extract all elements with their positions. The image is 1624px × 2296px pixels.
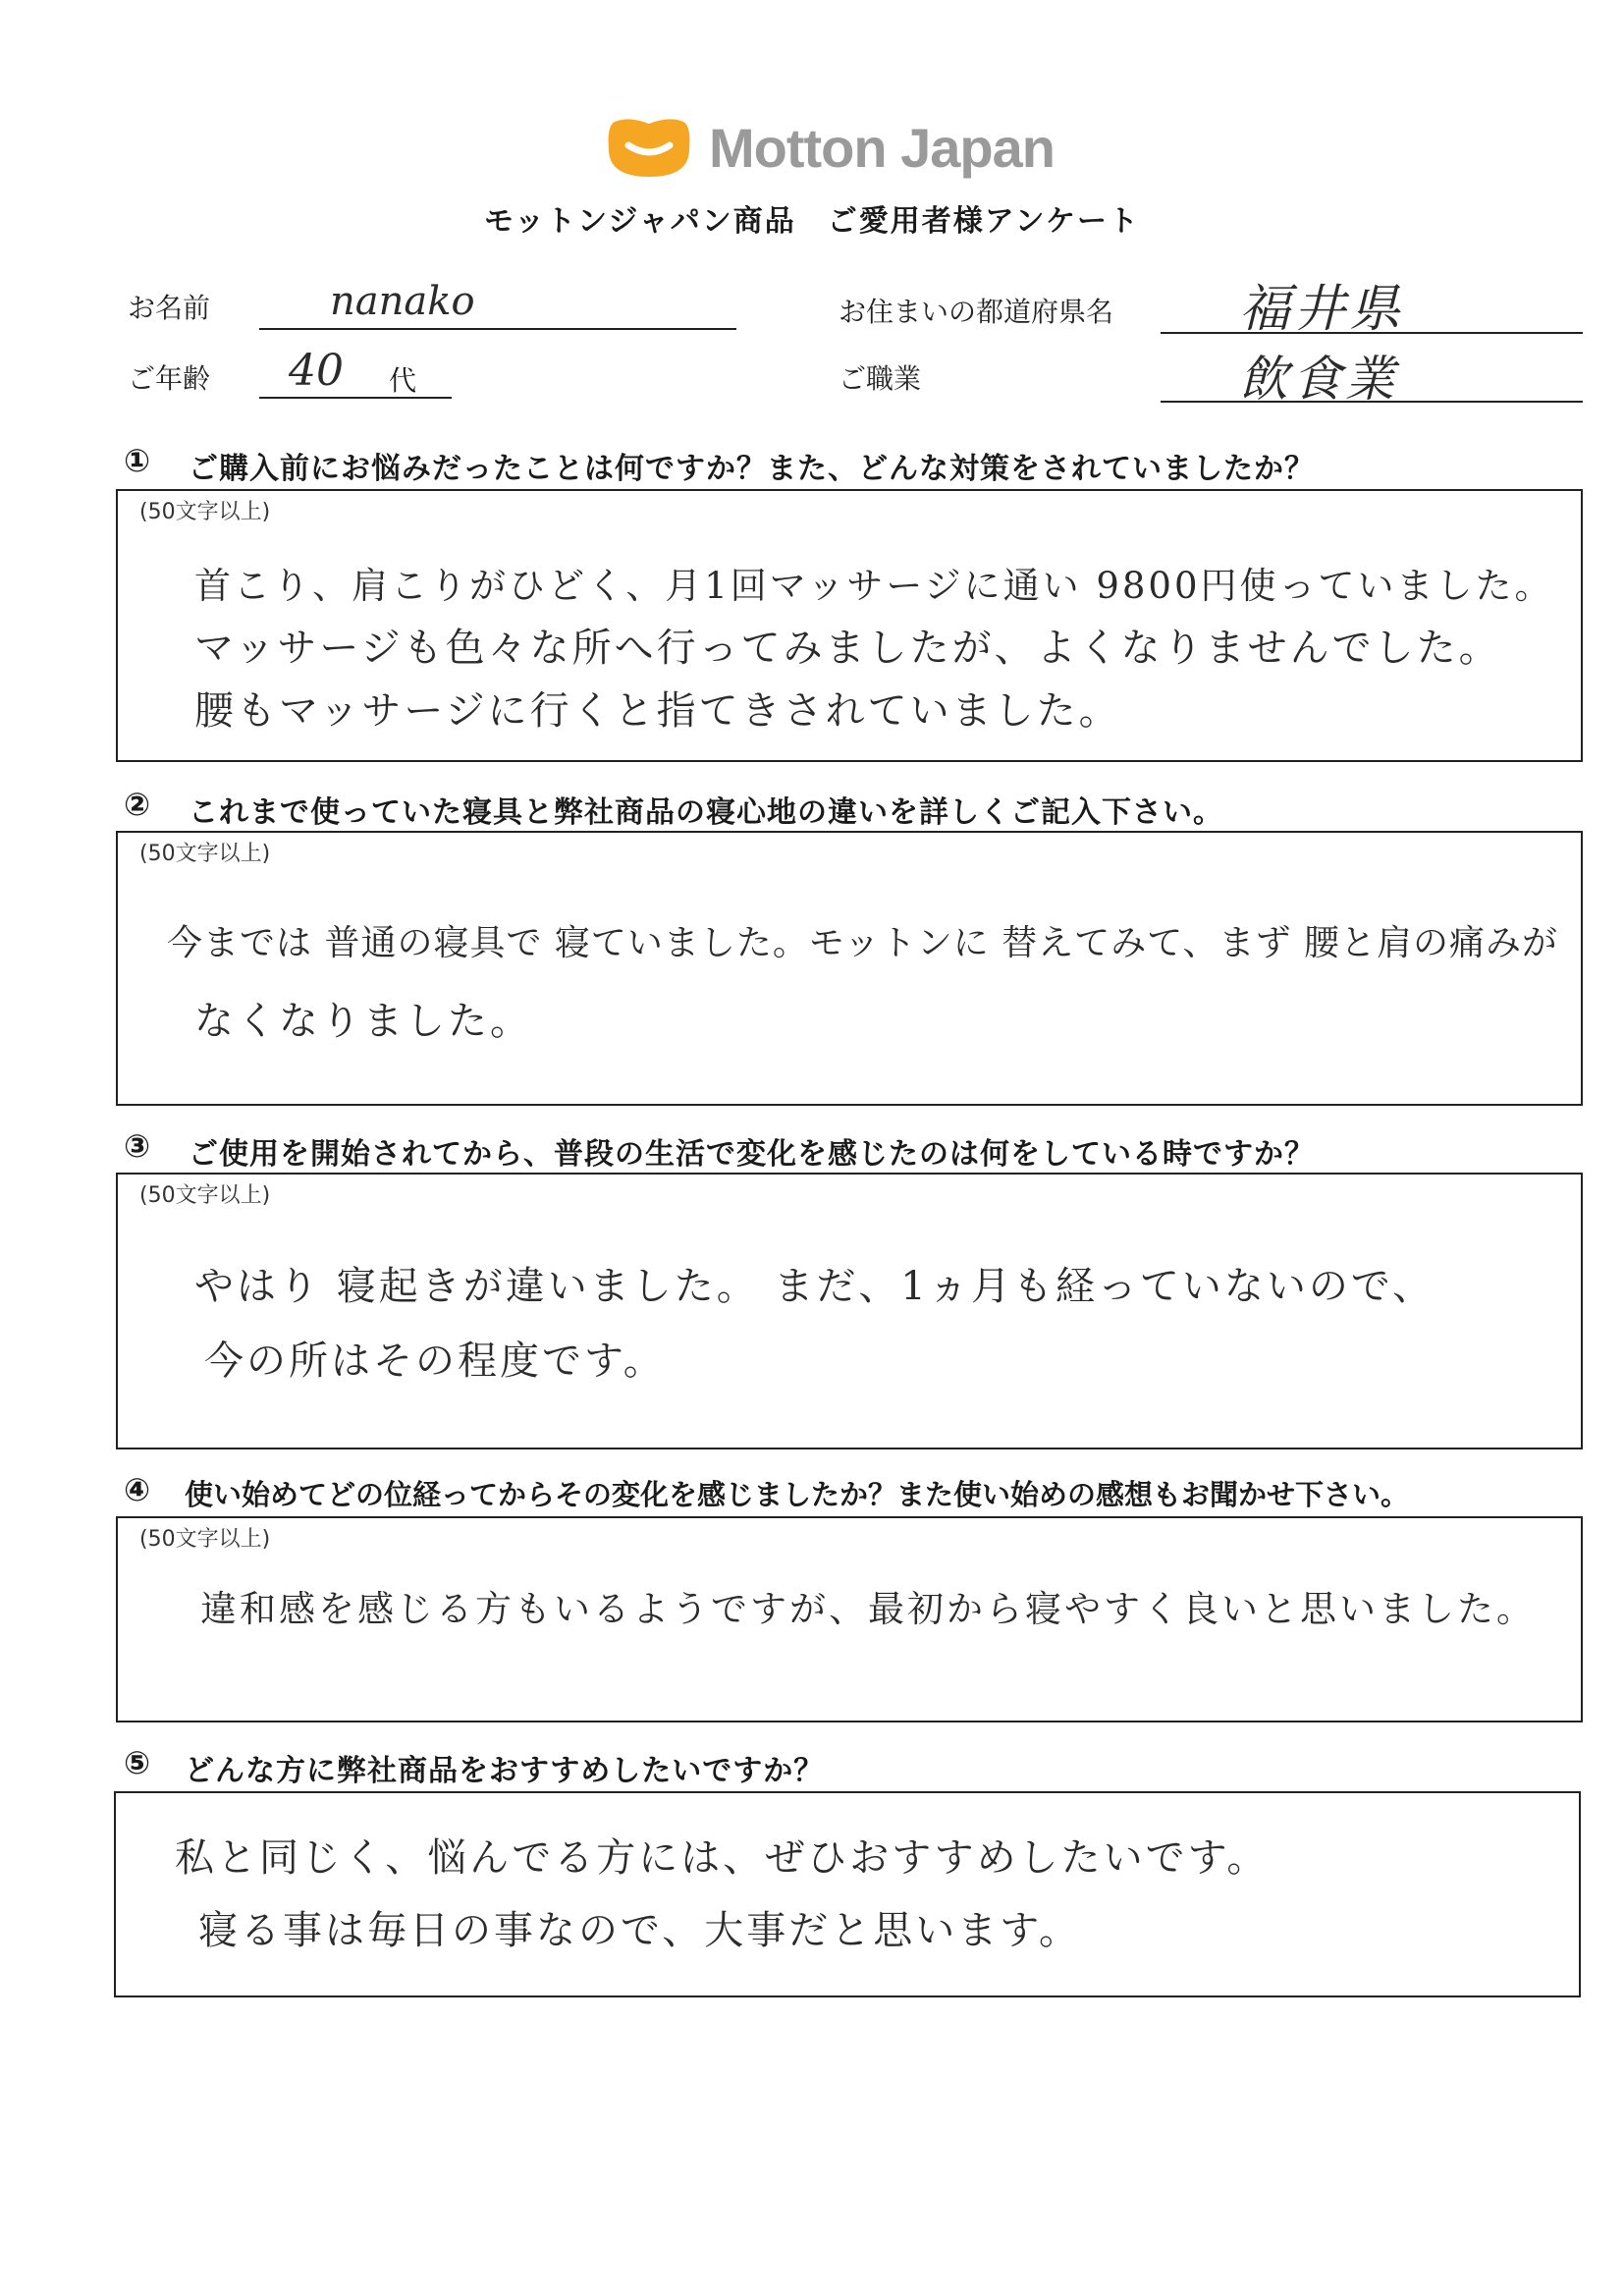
- occupation-label: ご職業: [839, 362, 922, 395]
- occupation-field: [1161, 340, 1583, 408]
- question-5-text: どんな方に弊社商品をおすすめしたいですか？: [185, 1754, 825, 1788]
- answer-box-5: [114, 1791, 1581, 1997]
- question-3-number: ③: [124, 1127, 151, 1165]
- motton-logo-icon: [607, 116, 691, 181]
- name-label: お名前: [128, 292, 211, 324]
- question-4-number: ④: [124, 1471, 151, 1508]
- answer-2-line-2: なくなりました。: [194, 999, 532, 1044]
- answer-box-3: [116, 1173, 1583, 1449]
- answer-1-line-1: 首こり、肩こりがひどく、月1回マッサージに通い 9800円使っていました。: [194, 565, 1554, 607]
- answer-1-line-3: 腰もマッサージに行くと指てきされていました。: [194, 688, 1121, 734]
- min-chars-note: (50文字以上): [139, 1527, 271, 1552]
- min-chars-note: (50文字以上): [139, 1183, 271, 1208]
- age-field: [259, 346, 452, 399]
- age-value: 40: [289, 346, 344, 396]
- question-2-number: ②: [124, 786, 151, 823]
- answer-box-4: [116, 1516, 1583, 1722]
- answer-box-2: [116, 831, 1583, 1106]
- question-1-number: ①: [124, 442, 151, 479]
- question-2-text: これまで使っていた寝具と弊社商品の寝心地の違いを詳しくご記入下さい。: [189, 795, 1223, 830]
- answer-box-1: [116, 489, 1583, 762]
- name-field: [259, 279, 736, 330]
- age-suffix: 代: [389, 364, 417, 397]
- occupation-value: 飲食業: [1239, 351, 1398, 408]
- name-value: nanako: [330, 279, 475, 324]
- answer-2-line-1: 今までは 普通の寝具で 寝ていました。モットンに 替えてみて、まず 腰と肩の痛みが: [167, 923, 1558, 963]
- age-label: ご年齢: [128, 362, 211, 395]
- question-5-number: ⑤: [124, 1744, 151, 1781]
- question-4-text: 使い始めてどの位経ってからその変化を感じましたか？また使い始めの感想もお聞かせ下さい。: [185, 1478, 1410, 1511]
- brand-name: Motton Japan: [709, 117, 1055, 179]
- answer-1-line-2: マッサージも色々な所へ行ってみましたが、よくなりませんでした。: [194, 626, 1501, 671]
- min-chars-note: (50文字以上): [139, 500, 271, 524]
- question-3-text: ご使用を開始されてから、普段の生活で変化を感じたのは何をしている時ですか？: [189, 1137, 1315, 1172]
- prefecture-value: 福井県: [1239, 280, 1405, 339]
- prefecture-label: お住まいの都道府県名: [839, 296, 1114, 328]
- prefecture-field: [1161, 265, 1583, 339]
- survey-title: モットンジャパン商品 ご愛用者様アンケート: [484, 204, 1140, 239]
- answer-5-line-2: 寝る事は毎日の事なので、大事だと思います。: [198, 1908, 1081, 1953]
- answer-3-line-1: やはり 寝起きが違いました。 まだ、1ヵ月も経っていないので、: [194, 1264, 1435, 1309]
- question-1-text: ご購入前にお悩みだったことは何ですか？また、どんな対策をされていましたか？: [189, 452, 1315, 486]
- answer-5-line-1: 私と同じく、悩んでる方には、ぜひおすすめしたいです。: [175, 1835, 1270, 1881]
- min-chars-note: (50文字以上): [139, 842, 271, 866]
- answer-4-line-1: 違和感を感じる方もいるようですが、最初から寝やすく良いと思いました。: [200, 1588, 1536, 1630]
- answer-3-line-2: 今の所はその程度です。: [204, 1339, 666, 1384]
